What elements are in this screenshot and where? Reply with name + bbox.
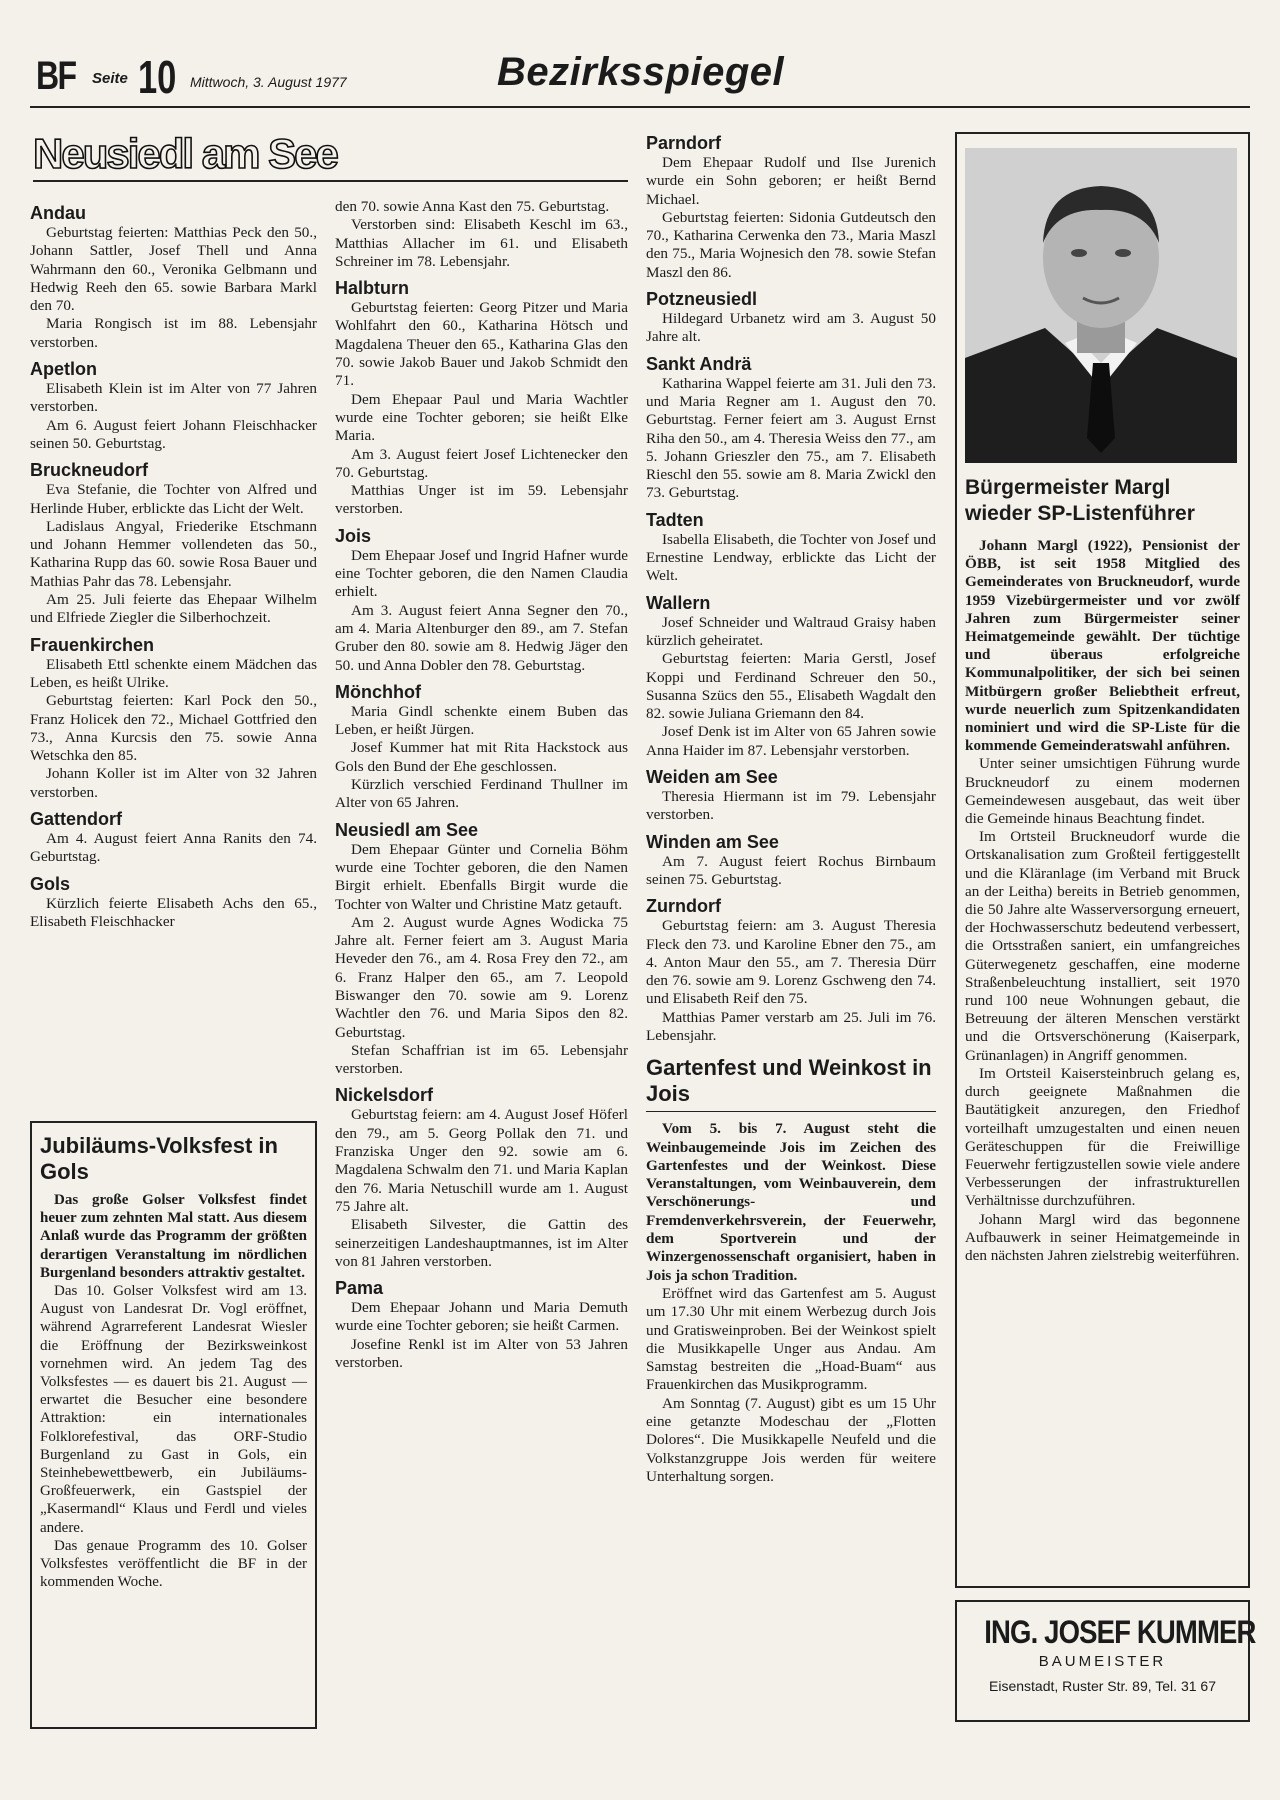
news-paragraph: Am 6. August feiert Johann Fleischhacker seinen 50. Geburtstag. [30,416,317,452]
news-item [335,198,628,271]
news-item [646,288,936,347]
news-paragraph: den 70. sowie Anna Kast den 75. Geburtstag. [335,198,610,215]
news-paragraph: Elisabeth Ettl schenkte einem Mädchen das Leben, es heißt Ulrike. [30,655,317,691]
news-item [335,819,628,1079]
news-item [335,681,628,813]
news-item [646,831,936,890]
news-item [30,873,317,932]
news-paragraph: Am 25. Juli feierte das Ehepaar Wilhelm und Elfriede Ziegler die Silberhochzeit. [30,591,317,627]
news-item [646,132,936,282]
jois-feature-title: Gartenfest und Weinkost in Jois [646,1055,936,1112]
gols-box-body [40,1282,307,1591]
news-item [335,1277,628,1372]
masthead [30,48,1250,108]
news-paragraph: Am 7. August feiert Rochus Birnbaum seinen 75. Geburtstag. [646,852,936,888]
section-title: Bezirksspiegel [497,50,785,94]
news-item [335,1084,628,1271]
news-paragraph: Dem Ehepaar Josef und Ingrid Hafner wurde eine Tochter geboren, die den Namen Claudia erhielt. [335,546,628,601]
news-paragraph: Geburtstag feiern: am 4. August Josef Höferl den 79., am 5. Georg Pollak den 71. und Franziska Unger den 92. sowie am 6. Magdalena Schwalm den 71. und Maria Kaplan den 76. Maria Netuschill wurde am 1. August 75 Jahre alt. [335,1106,628,1215]
ad-address: Eisenstadt, Ruster Str. 89, Tel. 31 67 [989,1678,1216,1694]
town-heading: Frauenkirchen [30,634,155,655]
news-paragraph: Dem Ehepaar Rudolf und Ilse Jurenich wurde ein Sohn geboren; er heißt Bernd Michael. [646,154,936,208]
news-paragraph: Maria Rongisch ist im 88. Lebensjahr verstorben. [30,315,317,351]
jois-feature [646,1055,936,1486]
body-paragraph: Unter seiner umsichtigen Führung wurde Bruckneudorf zu einem modernen Gemeindewesen ausgebaut, das weit über die Gemeinde hinaus Beachtung findet. [965,755,1240,828]
kummer-advertisement [955,1600,1256,1722]
body-paragraph: Johann Margl wird das begonnene Aufbauwerk in seiner Heimatgemeinde in den nächsten Jahren zielstrebig weiterführen. [965,1210,1240,1264]
town-heading: Sankt Andrä [646,353,752,374]
column-1 [30,198,317,937]
region-name: Neusiedl am See [33,130,337,177]
news-paragraph: Matthias Pamer verstarb am 25. Juli im 76. Lebensjahr. [646,1008,936,1044]
portrait-icon [965,148,1237,463]
news-item [335,525,628,675]
mayor-article-box [955,132,1250,1588]
town-heading: Bruckneudorf [30,460,149,481]
news-paragraph: Am 2. August wurde Agnes Wodicka 75 Jahre alt. Ferner feiert am 3. August Maria Heveder den 76., am 4. Rosa Frey den 72., am 6. Franz Halper den 65., am 7. Leopold Biswanger den 70. sowie am 9. Lorenz Wachtler den 76. und Maria Sipos den 82. Geburtstag. [335,913,628,1041]
body-paragraph: Eröffnet wird das Gartenfest am 5. August um 17.30 Uhr mit einem Werbezug durch Jois und Gratisweinproben. Bei der Weinkost spielt die Musikkapelle Unger aus Andau. Am Samstag bestreiten die „Hoad-Buam“ aus Frauenkirchen das Musikprogramm. [646,1284,936,1394]
news-paragraph: Dem Ehepaar Johann und Maria Demuth wurde eine Tochter geboren; sie heißt Carmen. [335,1299,628,1335]
news-paragraph: Josefine Renkl ist im Alter von 53 Jahren verstorben. [335,1335,628,1372]
news-paragraph: Theresia Hiermann ist im 79. Lebensjahr verstorben. [646,788,936,824]
column-3-news [646,132,936,1045]
mayor-lead: Johann Margl (1922), Pensionist der ÖBB, ist seit 1958 Mitglied des Gemeinderates von Bruckneudorf, wurde 1959 Vizebürgermeister und vor zwölf Jahren zum Bürgermeister seiner Heimatgemeinde gewählt. Der tüchtige und überaus erfolgreiche Kommunalpolitiker, der sich bei seinen Mitbürgern großer Beliebtheit erfreut, wurde neuerlich zum Spitzenkandidaten nominiert und wird die SP-Liste für die kommende Gemeinderatswahl anführen. [965,537,1240,755]
news-paragraph: Kürzlich verschied Ferdinand Thullner im Alter von 65 Jahren. [335,776,628,812]
news-paragraph: Geburtstag feierten: Sidonia Gutdeutsch den 70., Katharina Cerwenka den 73., Maria Maszl den 75., Maria Wojnesich den 78. sowie Stefan Maszl den 86. [646,208,936,281]
news-paragraph: Matthias Unger ist im 59. Lebensjahr verstorben. [335,482,628,518]
news-item [30,808,317,867]
town-heading: Tadten [646,509,704,530]
news-item [30,358,317,453]
news-paragraph: Hildegard Urbanetz wird am 3. August 50 Jahre alt. [646,310,936,346]
news-paragraph: Dem Ehepaar Paul und Maria Wachtler wurde eine Tochter geboren; sie heißt Elke Maria. [335,390,628,445]
town-heading: Parndorf [646,133,722,153]
body-paragraph: Im Ortsteil Bruckneudorf wurde die Ortskanalisation zum Großteil fertiggestellt und die Kläranlage (im Verband mit Bruck an der Leitha) bereits in Betrieb genommen, die 50 Jahre alte Wasserversorgung erneuert, der Hochwasserschutz bedeutend verbessert, die Ortsstraßen saniert, ein umfangreiches Güterwegenetz geschaffen, eine moderne Straßenbeleuchtung installiert, seit 1970 rund 100 neue Wohnungen gebaut, die Betreuung der älteren Menschen verstärkt und die Ortsverschönerung (Kaiserpark, Grünanlagen) in Angriff genommen. [965,828,1240,1064]
body-paragraph: Das genaue Programm des 10. Golser Volksfestes veröffentlicht die BF in der kommenden Woche. [40,1537,307,1591]
news-paragraph: Geburtstag feierten: Matthias Peck den 50., Johann Sattler, Josef Thell und Anna Wahrmann den 60., Veronika Gelbmann und Hedwig Reeh den 65. sowie Barbara Markl den 70. [30,224,317,315]
town-heading: Pama [335,1278,384,1299]
page-label: Seite [92,70,128,87]
news-paragraph: Elisabeth Silvester, die Gattin des seinerzeitigen Landeshauptmannes, ist im Alter von 81 Jahren verstorben. [335,1216,628,1270]
news-paragraph: Geburtstag feiern: am 3. August Theresia Fleck den 73. und Karoline Ebner den 75., am 4. Anton Maur den 55., am 7. Theresia Dürr den 76. sowie am 9. Lorenz Gschweng den 74. und Elisabeth Reif den 75. [646,917,936,1008]
news-paragraph: Am 3. August feiert Anna Segner den 70., am 4. Maria Altenburger den 89., am 7. Stefan Gruber den 80. sowie am 8. Hedwig Jäger den 50. und Anna Dobler den 78. Geburtstag. [335,601,628,674]
town-heading: Andau [30,203,86,223]
town-heading: Nickelsdorf [335,1085,434,1106]
news-paragraph: Josef Schneider und Waltraud Graisy haben kürzlich geheiratet. [646,613,936,649]
region-title [33,130,628,182]
news-paragraph: Geburtstag feierten: Georg Pitzer und Maria Wohlfahrt den 60., Katharina Hötsch und Magdalena Theuer den 65., Katharina Glas den 70. sowie Jakob Bauer und Jakob Schmidt den 71. [335,299,628,390]
town-heading: Weiden am See [646,767,778,788]
gols-box-title: Jubiläums-Volksfest in Gols [40,1133,278,1184]
ad-profession: BAUMEISTER [1038,1653,1167,1670]
news-paragraph: Stefan Schaffrian ist im 65. Lebensjahr verstorben. [335,1041,628,1078]
news-item [30,459,317,627]
ad-company-name: ING. JOSEF KUMMER [984,1614,1256,1650]
news-item [30,634,317,802]
town-heading: Wallern [646,592,711,613]
news-paragraph: Josef Kummer hat mit Rita Hackstock aus Gols den Bund der Ehe geschlossen. [335,739,628,775]
town-heading: Neusiedl am See [335,819,479,840]
column-3 [646,128,936,1492]
town-heading: Gattendorf [30,809,122,830]
gols-box-lead: Das große Golser Volksfest findet heuer zum zehnten Mal statt. Aus diesem Anlaß wurde das Programm der größten derartigen Veranstaltung im nördlichen Burgenland besonders attraktiv gestaltet. [40,1192,307,1281]
column-2 [335,198,628,1378]
news-paragraph: Katharina Wappel feierte am 31. Juli den 73. und Maria Regner am 1. August den 70. Geburtstag. Ferner feiert am 3. August Ernst Riha den 50., am 4. Theresia Weiss den 77., am 5. Johann Grieszler den 75., am 7. Elisabeth Rieschl den 55. sowie am 8. Maria Zwickl den 73. Geburtstag. [646,374,936,502]
news-paragraph: Isabella Elisabeth, die Tochter von Josef und Ernestine Lendway, erblickte das Licht der Welt. [646,530,936,585]
news-item [335,277,628,519]
news-paragraph: Verstorben sind: Elisabeth Keschl im 63., Matthias Allacher im 61. und Elisabeth Schreiner im 78. Lebensjahr. [335,216,628,270]
news-paragraph: Elisabeth Klein ist im Alter von 77 Jahren verstorben. [30,380,317,416]
news-paragraph: Eva Stefanie, die Tochter von Alfred und Herlinde Huber, erblickte das Licht der Welt. [30,481,317,517]
town-heading: Potzneusiedl [646,289,758,310]
mayor-portrait-photo [965,148,1237,463]
news-paragraph: Maria Gindl schenkte einem Buben das Leben, er heißt Jürgen. [335,702,628,739]
town-heading: Winden am See [646,831,779,852]
news-item [646,353,936,503]
body-paragraph: Am Sonntag (7. August) gibt es um 15 Uhr eine getanzte Modeschau der „Flotten Dolores“. Die Musikkapelle Neufeld und die Volkstanzgruppe Jois werden für weitere Unterhaltung sorgen. [646,1394,936,1485]
town-heading: Apetlon [30,359,97,380]
news-paragraph: Josef Denk ist im Alter von 65 Jahren sowie Anna Haider im 87. Lebensjahr verstorben. [646,723,936,759]
town-heading: Gols [30,873,71,894]
mayor-body [965,755,1240,1265]
news-paragraph: Johann Koller ist im Alter von 32 Jahren verstorben. [30,765,317,801]
body-paragraph: Im Ortsteil Kaisersteinbruch gelang es, durch geeignete Maßnahmen die Bautätigkeit anzuregen, den Friedhof vorteilhaft umzugestalten und einen neuen Geräteschuppen für die Freiwillige Feuerwehr fertigzustellen sowie viele andere Verbesserungen der infrastrukturellen Verhältnisse durchzuführen. [965,1064,1240,1210]
news-paragraph: Geburtstag feierten: Karl Pock den 50., Franz Holicek den 72., Michael Gottfried den 73., Anna Kurcsis den 75. sowie Anna Wetschka den 85. [30,692,317,765]
news-paragraph: Ladislaus Angyal, Friederike Etschmann und Johann Hemmer vollendeten das 50., Katharina Rupp das 60. sowie Rosa Bauer und Mathias Pahr das 78. Lebensjahr. [30,517,317,590]
news-paragraph: Dem Ehepaar Günter und Cornelia Böhm wurde eine Tochter geboren, die den Namen Birgit erhielt. Ebenfalls Birgit wurde die Tochter von Walter und Christine Matz getauft. [335,840,628,913]
body-paragraph: Das 10. Golser Volksfest wird am 13. August von Landesrat Dr. Vogl eröffnet, während Agrarreferent Landesrat Wiesler die Eröffnung der Bezirksweinkost vornehmen wird. An jedem Tag des Volksfestes — es dauert bis 21. August — erwartet die Besucher eine besondere Attraktion: ein internationales Folklorefestival, das ORF-Studio Burgenland zu Gast in Gols, ein Steinhebewettbewerb, ein Jubiläums-Großfeuerwerk, ein Gastspiel der „Kasermandl“ Klaus und Ferdl und vieles andere. [40,1283,307,1536]
jois-feature-body [646,1285,936,1486]
town-heading: Jois [335,525,372,546]
gols-volksfest-box [30,1121,317,1729]
mayor-headline: Bürgermeister Margl wieder SP-Listenführer [965,476,1195,525]
news-paragraph: Am 4. August feiert Anna Ranits den 74. Geburtstag. [30,830,317,866]
news-paragraph: Kürzlich feierte Elisabeth Achs den 65., Elisabeth Fleischhacker [30,894,317,930]
news-item [646,895,936,1045]
news-paragraph: Geburtstag feierten: Maria Gerstl, Josef Koppi und Ferdinand Schreuer den 50., Susanna Szücs den 55., Elisabeth Wagdalt den 82. sowie Juliana Griemann den 84. [646,650,936,723]
news-paragraph: Am 3. August feiert Josef Lichtenecker den 70. Geburtstag. [335,445,628,481]
town-heading: Mönchhof [335,681,421,702]
masthead-logo: BF [36,54,76,98]
news-item [646,592,936,760]
town-heading: Halbturn [335,278,409,299]
news-item [646,766,936,825]
news-item [646,509,936,586]
town-heading: Zurndorf [646,896,721,917]
page-number: 10 [138,51,177,103]
issue-date: Mittwoch, 3. August 1977 [190,74,347,90]
jois-feature-lead: Vom 5. bis 7. August steht die Weinbaugemeinde Jois im Zeichen des Gartenfestes und der Weinkost. Diese Veranstaltungen, vom Weinbauverein, dem Verschönerungs- und Fremdenverkehrsverein, der Feuerwehr, dem Sportverein und der Winzergenossenschaft organisiert, haben in Jois ja schon Tradition. [646,1120,936,1284]
news-item [30,202,317,352]
